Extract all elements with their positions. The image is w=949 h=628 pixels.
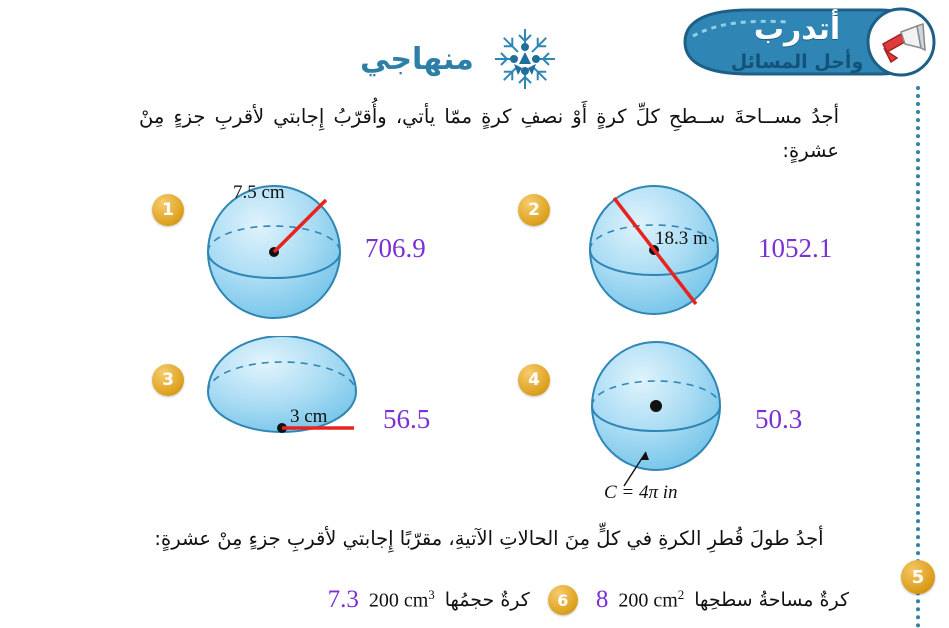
answer-2: 1052.1 xyxy=(758,233,833,263)
answer-6: 7.3 xyxy=(327,586,359,613)
badge-title: أتدرب xyxy=(753,12,841,47)
figure-1-radius-label: 7.5 cm xyxy=(233,182,285,203)
problem-number-4: 4 xyxy=(518,364,550,396)
bottom-item-5 xyxy=(596,586,849,614)
brand-name: منهاجي xyxy=(360,41,474,77)
bottom-item-6 xyxy=(328,586,530,614)
instruction-surface-area: أجدُ مســاحةَ ســطحِ كلِّ كرةٍ أَوْ نصفِ كرةٍ ممّا يأتي، وأُقرّبُ إِجابتي لأقربِ جزءٍ مِنْ عشرةٍ: xyxy=(139,105,839,163)
status-badge xyxy=(679,6,941,78)
problem-number-2: 2 xyxy=(518,194,550,226)
figure-3-radius-label: 3 cm xyxy=(290,406,328,427)
instruction-diameter: أجدُ طولَ قُطرِ الكرةِ في كلٍّ مِنَ الحالاتِ الآتيةِ، مقرّبًا إِجابتي لأقربِ جزءٍ مِنْ عشرةٍ: xyxy=(154,527,824,550)
bottom-6-math: 200 $cm^3$ xyxy=(368,587,435,612)
snowflake-people-logo-icon xyxy=(488,22,562,96)
page-edge-divider xyxy=(912,86,920,628)
figure-sphere-4 xyxy=(578,326,758,506)
figure-hemisphere-3 xyxy=(198,336,388,466)
figure-2-diameter-label: 18.3 m xyxy=(655,228,708,249)
problem-number-3: 3 xyxy=(152,364,184,396)
badge-label-group xyxy=(711,12,883,73)
badge-subtitle: وأحل المسائل xyxy=(730,51,864,73)
answer-3: 56.5 xyxy=(383,404,431,434)
problem-number-1: 1 xyxy=(152,194,184,226)
answer-5: 8 xyxy=(595,586,609,613)
figure-sphere-2 xyxy=(578,170,738,330)
page-number: 5 xyxy=(901,560,935,594)
bottom-problem-row xyxy=(119,578,849,622)
brand-header xyxy=(360,22,562,96)
problem-number-6: 6 xyxy=(548,585,578,615)
bottom-5-math: 200 $cm^2$ xyxy=(618,587,685,612)
answer-1: 706.9 xyxy=(365,233,426,263)
bottom-5-text: كرةٌ مساحةُ سطحِها xyxy=(694,589,849,611)
figure-4-circumference-label: C = 4π in xyxy=(604,482,678,503)
answer-4: 50.3 xyxy=(755,404,803,434)
bottom-6-text: كرةٌ حجمُها xyxy=(444,589,530,611)
